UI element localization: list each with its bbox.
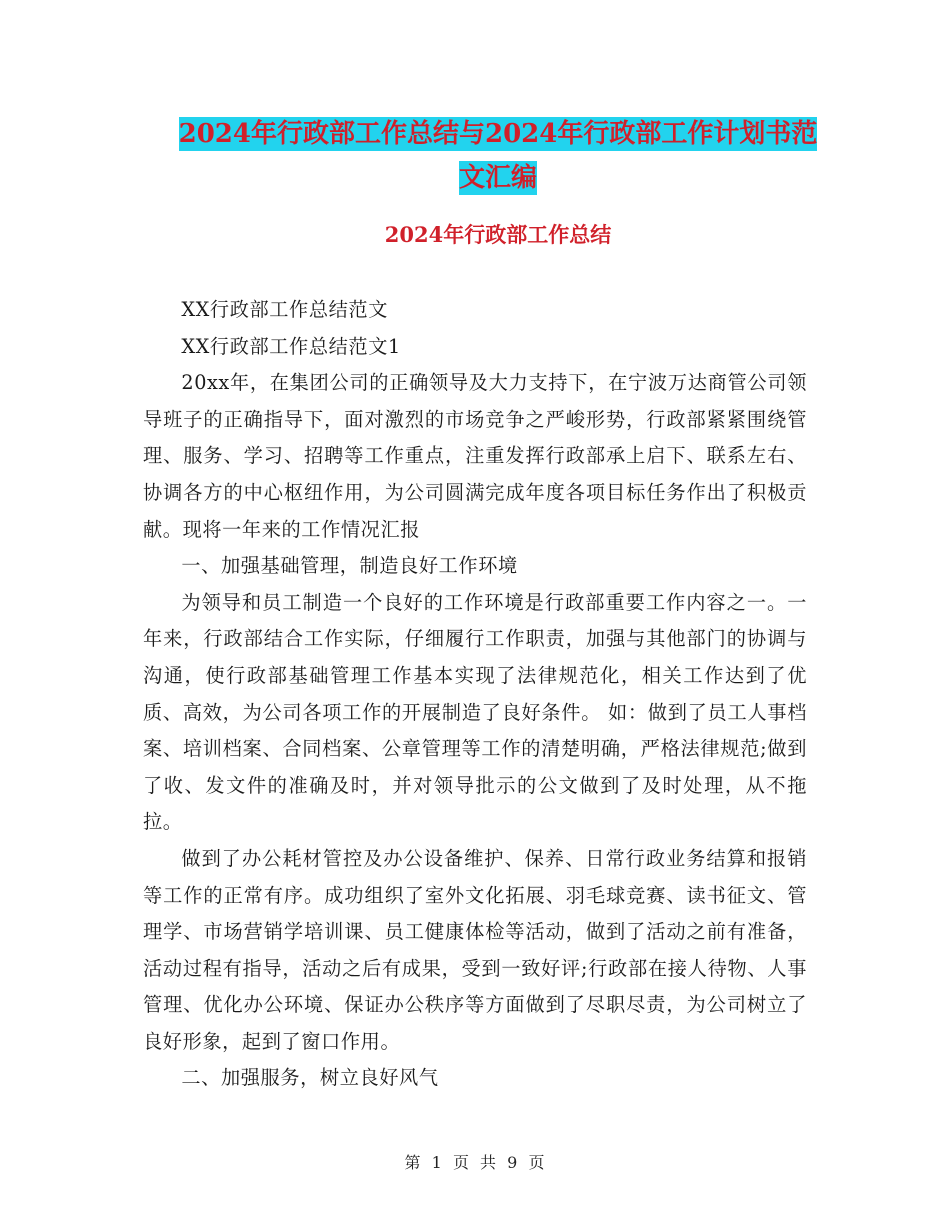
footer-total-pages: 9 xyxy=(507,1153,519,1172)
page-footer xyxy=(0,1150,950,1173)
section-title: 2024年行政部工作总结 xyxy=(384,222,612,247)
paragraph: 一、加强基础管理，制造良好工作环境 xyxy=(181,554,518,578)
paragraph: 为领导和员工制造一个良好的工作环境是行政部重要工作内容之一。一年来，行政部结合工作实际，仔细履行工作职责，加强与其他部门的协调与沟通，使行政部基础管理工作基本实现了法律规范化，相关工作达到了优质、高效，为公司各项工作的开展制造了良好条件。 如：做到了员工人事档案、培训档案、合同档案、公章管理等工作的清楚明确，严格法律规范;做到了收、发文件的准确及时，并对领导批示的公文做到了及时处理，从不拖拉。 xyxy=(143,590,807,834)
footer-total-prefix: 共 xyxy=(480,1153,498,1172)
paragraph: 二、加强服务，树立良好风气 xyxy=(181,1066,439,1090)
document-title-line-2: 文汇编 xyxy=(458,163,537,193)
footer-current-page: 1 xyxy=(431,1153,443,1172)
paragraph: 20xx年，在集团公司的正确领导及大力支持下，在宁波万达商管公司领导班子的正确指导下，面对激烈的市场竞争之严峻形势，行政部紧紧围绕管理、服务、学习、招聘等工作重点，注重发挥行政部承上启下、联系左右、协调各方的中心枢纽作用，为公司圆满完成年度各项目标任务作出了积极贡献。现将一年来的工作情况汇报 xyxy=(143,371,807,541)
footer-total-unit: 页 xyxy=(528,1153,546,1172)
paragraph: XX行政部工作总结范文 xyxy=(181,298,388,321)
paragraph: XX行政部工作总结范文1 xyxy=(181,334,401,358)
paragraph: 做到了办公耗材管控及办公设备维护、保养、日常行政业务结算和报销等工作的正常有序。成功组织了室外文化拓展、羽毛球竞赛、读书征文、管理学、市场营销学培训课、员工健康体检等活动，做到了活动之前有准备，活动过程有指导，活动之后有成果，受到一致好评;行政部在接人待物、人事管理、优化办公环境、保证办公秩序等方面做到了尽职尽责，为公司树立了良好形象，起到了窗口作用。 xyxy=(143,846,807,1053)
footer-page-unit: 页 xyxy=(452,1153,470,1172)
document-title xyxy=(143,112,853,200)
footer-prefix: 第 xyxy=(404,1153,422,1172)
document-title-line-1: 2024年行政部工作总结与2024年行政部工作计划书范 xyxy=(178,119,818,149)
document-body xyxy=(143,292,807,1097)
